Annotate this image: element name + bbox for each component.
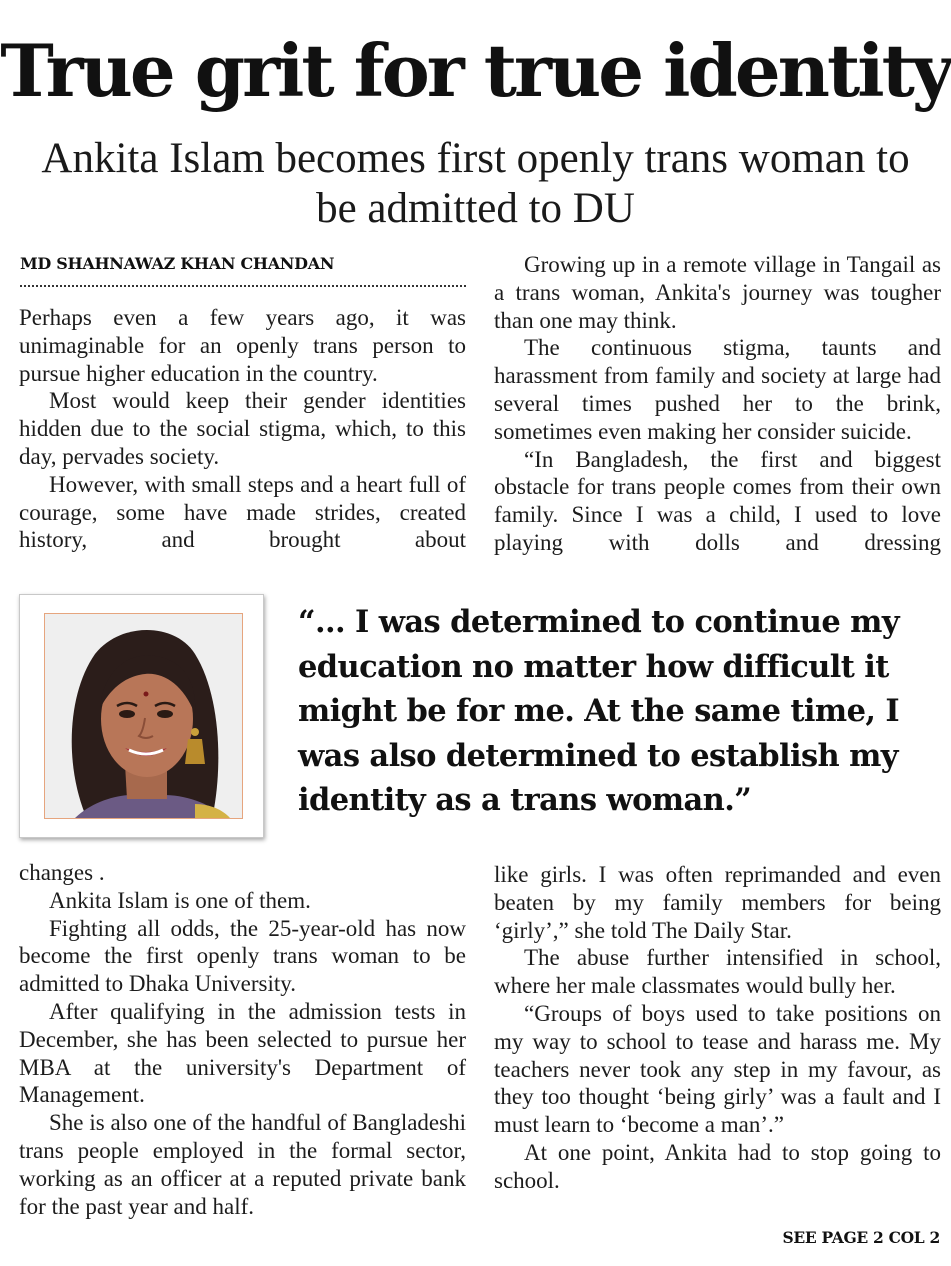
paragraph: Fighting all odds, the 25-year-old has now become the first openly trans woman to be admitted to Dhaka University. (19, 915, 466, 997)
column-2-bottom (494, 861, 941, 1195)
column-1-bottom (19, 859, 466, 1220)
paragraph: She is also one of the handful of Bangladeshi trans people employed in the formal sector, working as an officer at a reputed private bank for the past year and half. (19, 1110, 466, 1219)
paragraph: “Groups of boys used to take positions on my way to school to tease and harass me. My teachers never took any step in my favour, as they too thought ‘being girly’ was a fault and I must learn to ‘become a man’.” (494, 1000, 941, 1138)
subheadline: Ankita Islam becomes first openly trans woman to be admitted to DU (41, 135, 910, 232)
paragraph: changes . (19, 860, 105, 885)
column-2-top (494, 251, 941, 557)
paragraph: After qualifying in the admission tests in December, she has been selected to pursue her MBA at the university's Department of Management. (19, 998, 466, 1108)
continuation-note: SEE PAGE 2 COL 2 (782, 1228, 940, 1247)
paragraph: like girls. I was often reprimanded and even beaten by my family members for being ‘girly’,” she told The Daily Star. (494, 862, 941, 943)
paragraph: Growing up in a remote village in Tangail as a trans woman, Ankita's journey was tougher than one may think. (494, 252, 941, 333)
paragraph: At one point, Ankita had to stop going to school. (494, 1139, 941, 1193)
portrait-illustration (45, 614, 242, 818)
paragraph: The continuous stigma, taunts and harassment from family and society at large had several times pushed her to the brink, sometimes even making her consider suicide. (494, 335, 941, 444)
portrait-photo (19, 594, 264, 838)
paragraph: Perhaps even a few years ago, it was unimaginable for an openly trans person to pursue higher education in the country. (19, 305, 466, 386)
paragraph: Most would keep their gender identities hidden due to the social stigma, which, to this day, pervades society. (19, 388, 466, 469)
paragraph: However, with small steps and a heart full of courage, some have made strides, created history, and brought about (19, 471, 466, 553)
paragraph: The abuse further intensified in school, where her male classmates would bully her. (494, 945, 941, 999)
column-1-top (19, 304, 466, 554)
pull-quote: “... I was determined to continue my education no matter how difficult it might be for me. At the same time, I was also determined to establish my identity as a trans woman.” (298, 604, 900, 818)
byline: MD SHAHNAWAZ KHAN CHANDAN (20, 252, 466, 287)
paragraph: Ankita Islam is one of them. (49, 887, 311, 913)
paragraph: “In Bangladesh, the first and biggest obstacle for trans people comes from their own family. Since I was a child, I used to love playing with dolls and dressing (494, 446, 941, 555)
portrait-image (44, 613, 243, 819)
headline: True grit for true identity (0, 28, 951, 113)
